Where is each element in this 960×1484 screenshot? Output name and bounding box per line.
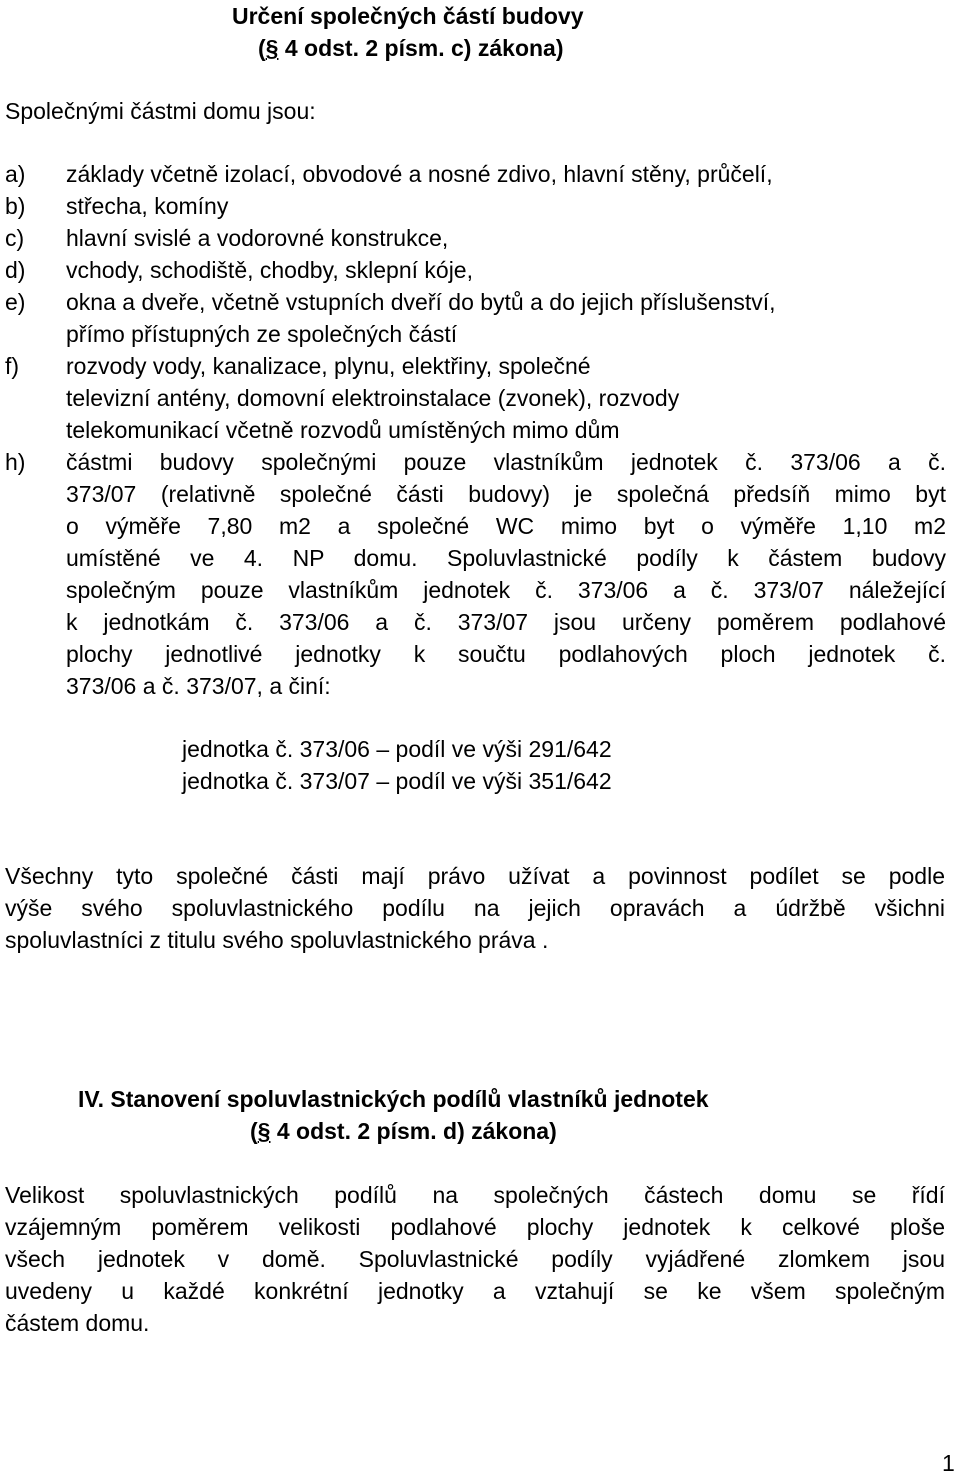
paragraph-line: výše svého spoluvlastnického podílu na jejich opravách a údržbě všichni (5, 895, 945, 921)
list-label: h) (5, 449, 26, 475)
list-text: telekomunikací včetně rozvodů umístěných mimo dům (66, 417, 620, 443)
list-text: 373/07 (relativně společné části budovy) je společná předsíň mimo byt (66, 481, 946, 507)
paragraph-line: všech jednotek v domě. Spoluvlastnické podíly vyjádřené zlomkem jsou (5, 1246, 945, 1272)
page-number: 1 (942, 1450, 955, 1476)
paragraph-line: částem domu. (5, 1310, 150, 1336)
list-text: 373/06 a č. 373/07, a činí: (66, 673, 331, 699)
list-label: a) (5, 161, 26, 187)
paragraph-line: spoluvlastníci z titulu svého spoluvlastnického práva . (5, 927, 549, 953)
list-text: okna a dveře, včetně vstupních dveří do bytů a do jejich příslušenství, (66, 289, 776, 315)
list-text: přímo přístupných ze společných částí (66, 321, 458, 347)
list-text: plochy jednotlivé jednotky k součtu podlahových ploch jednotek č. (66, 641, 946, 667)
list-label: f) (5, 353, 20, 379)
paragraph-line: uvedeny u každé konkrétní jednotky a vztahují se ke všem společným (5, 1278, 945, 1304)
list-text: umístěné ve 4. NP domu. Spoluvlastnické podíly k částem budovy (66, 545, 946, 571)
share-line: jednotka č. 373/07 – podíl ve výši 351/642 (182, 768, 612, 794)
list-text: střecha, komíny (66, 193, 229, 219)
list-text: rozvody vody, kanalizace, plynu, elektřiny, společné (66, 353, 591, 379)
paragraph-line: vzájemným poměrem velikosti podlahové plochy jednotek k celkové ploše (5, 1214, 945, 1240)
paragraph-sign: § (265, 35, 279, 61)
list-text: vchody, schodiště, chodby, sklepní kóje, (66, 257, 473, 283)
list-text: k jednotkám č. 373/06 a č. 373/07 jsou určeny poměrem podlahové (66, 609, 946, 635)
section-iv-title: IV. Stanovení spoluvlastnických podílů vlastníků jednotek (78, 1086, 709, 1112)
paragraph-line: Velikost spoluvlastnických podílů na společných částech domu se řídí (5, 1182, 945, 1208)
list-label: e) (5, 289, 26, 315)
list-text: částmi budovy společnými pouze vlastníkům jednotek č. 373/06 a č. (66, 449, 946, 475)
list-text: o výměře 7,80 m2 a společné WC mimo byt o výměře 1,10 m2 (66, 513, 946, 539)
paragraph-sign: § (257, 1118, 271, 1144)
section-title: Určení společných částí budovy (232, 3, 584, 29)
section-iv-subtitle: (§ 4 odst. 2 písm. d) zákona) (250, 1118, 557, 1144)
paragraph-line: Všechny tyto společné části mají právo užívat a povinnost podílet se podle (5, 863, 945, 889)
list-label: d) (5, 257, 26, 283)
list-label: c) (5, 225, 25, 251)
intro-text: Společnými částmi domu jsou: (5, 98, 316, 124)
section-subtitle: (§ 4 odst. 2 písm. c) zákona) (258, 35, 564, 61)
list-text: televizní antény, domovní elektroinstalace (zvonek), rozvody (66, 385, 680, 411)
list-text: základy včetně izolací, obvodové a nosné zdivo, hlavní stěny, průčelí, (66, 161, 773, 187)
share-line: jednotka č. 373/06 – podíl ve výši 291/642 (182, 736, 612, 762)
list-label: b) (5, 193, 26, 219)
list-text: hlavní svislé a vodorovné konstrukce, (66, 225, 449, 251)
list-text: společným pouze vlastníkům jednotek č. 373/06 a č. 373/07 náležející (66, 577, 946, 603)
